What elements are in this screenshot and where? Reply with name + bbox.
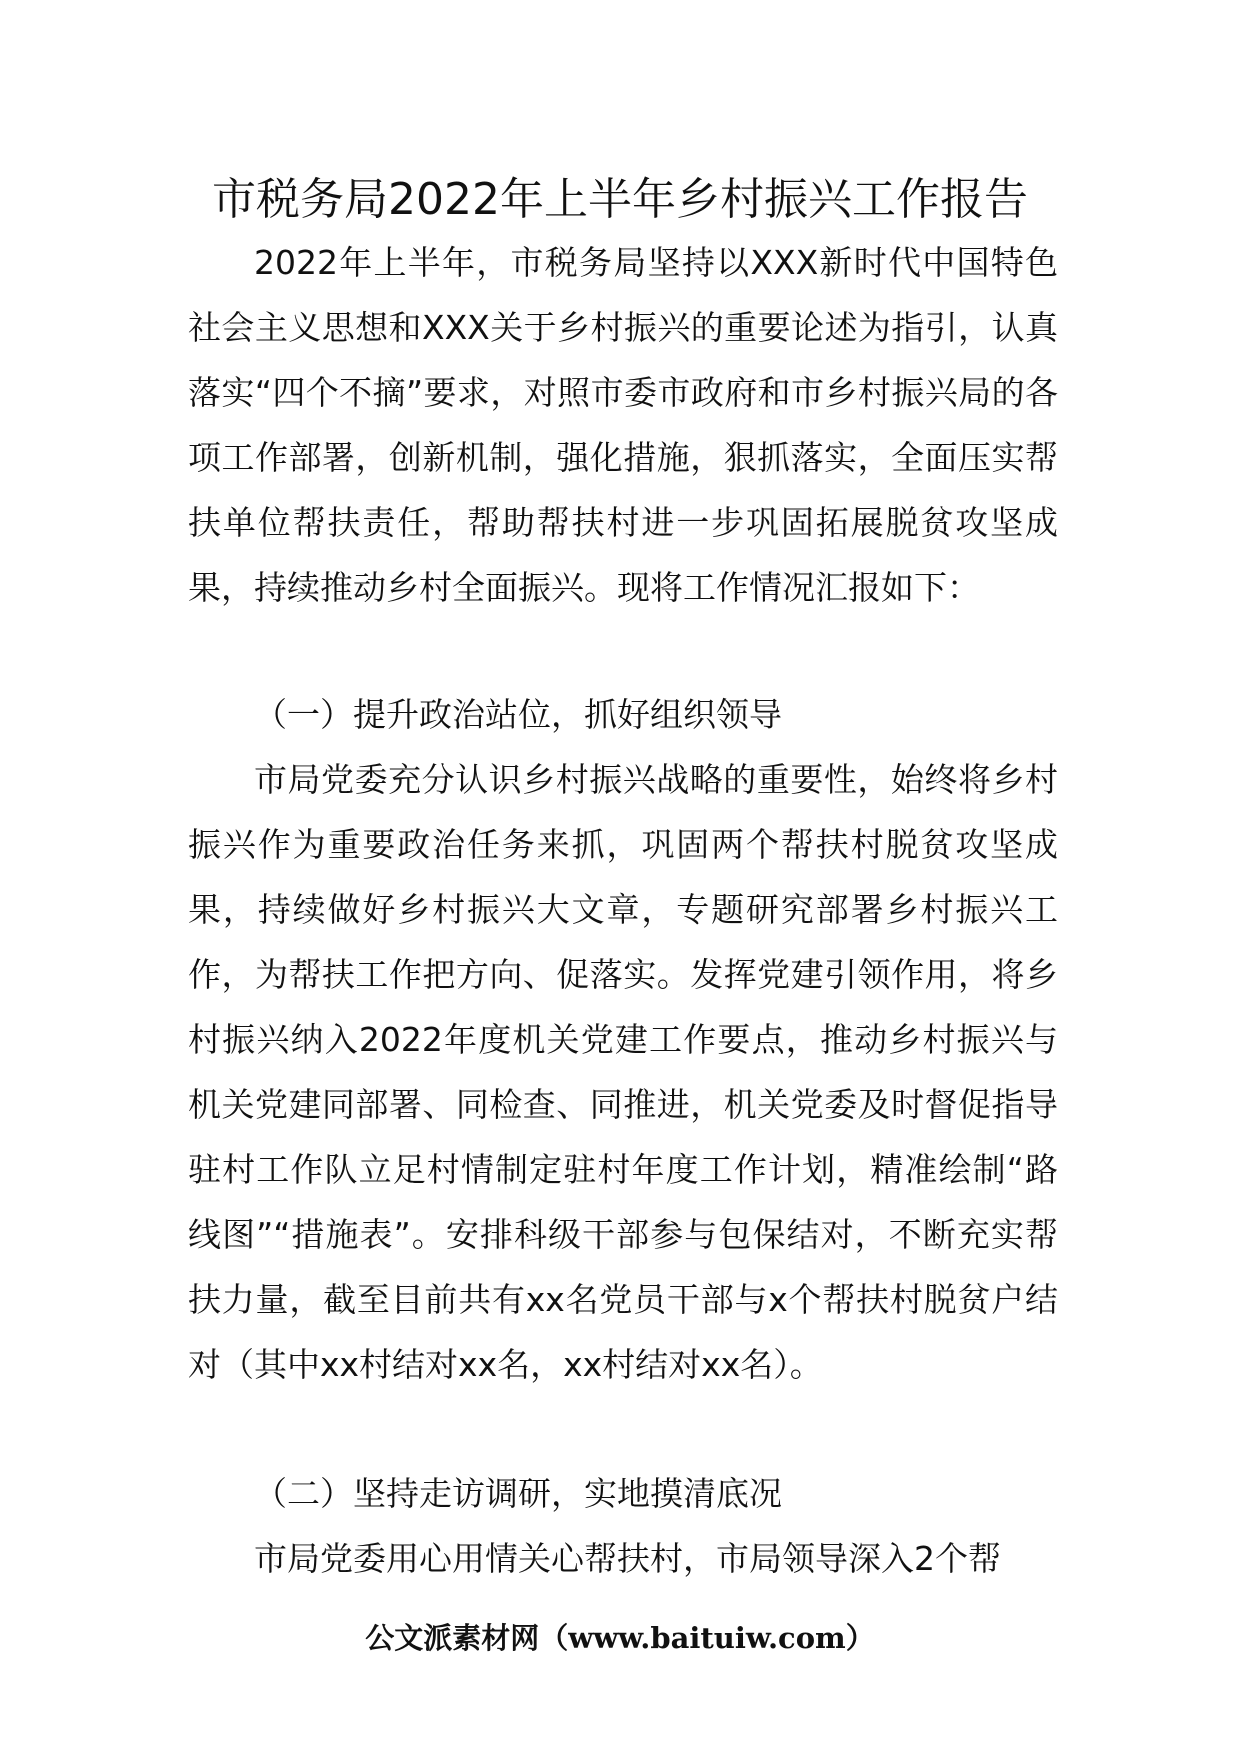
section-2-heading: （二）坚持走访调研，实地摸清底况 — [254, 1474, 782, 1513]
section-1-paragraph: 市局党委充分认识乡村振兴战略的重要性，始终将乡村振兴作为重要政治任务来抓，巩固两个帮扶村脱贫攻坚成果，持续做好乡村振兴大文章，专题研究部署乡村振兴工作，为帮扶工作把方向、促落实。发挥党建引领作用，将乡村振兴纳入2022年度机关党建工作要点，推动乡村振兴与机关党建同部署、同检查、同推进，机关党委及时督促指导驻村工作队立足村情制定驻村年度工作计划，精准绘制“路线图”“措施表”。安排科级干部参与包保结对，不断充实帮扶力量，截至目前共有xx名党员干部与x个帮扶村脱贫户结对（其中xx村结对xx名，xx村结对xx名）。 — [188, 760, 1058, 1384]
section-1-heading: （一）提升政治站位，抓好组织领导 — [254, 695, 782, 734]
footer-watermark: 公文派素材网（www.baituiw.com） — [365, 1621, 875, 1655]
document-title: 市税务局2022年上半年乡村振兴工作报告 — [212, 174, 1028, 225]
intro-paragraph: 2022年上半年，市税务局坚持以XXX新时代中国特色社会主义思想和XXX关于乡村振兴的重要论述为指引，认真落实“四个不摘”要求，对照市委市政府和市乡村振兴局的各项工作部署，创新机制，强化措施，狠抓落实，全面压实帮扶单位帮扶责任，帮助帮扶村进一步巩固拓展脱贫攻坚成果，持续推动乡村全面振兴。现将工作情况汇报如下： — [188, 243, 1058, 607]
section-2-paragraph: 市局党委用心用情关心帮扶村，市局领导深入2个帮 — [254, 1539, 1001, 1578]
